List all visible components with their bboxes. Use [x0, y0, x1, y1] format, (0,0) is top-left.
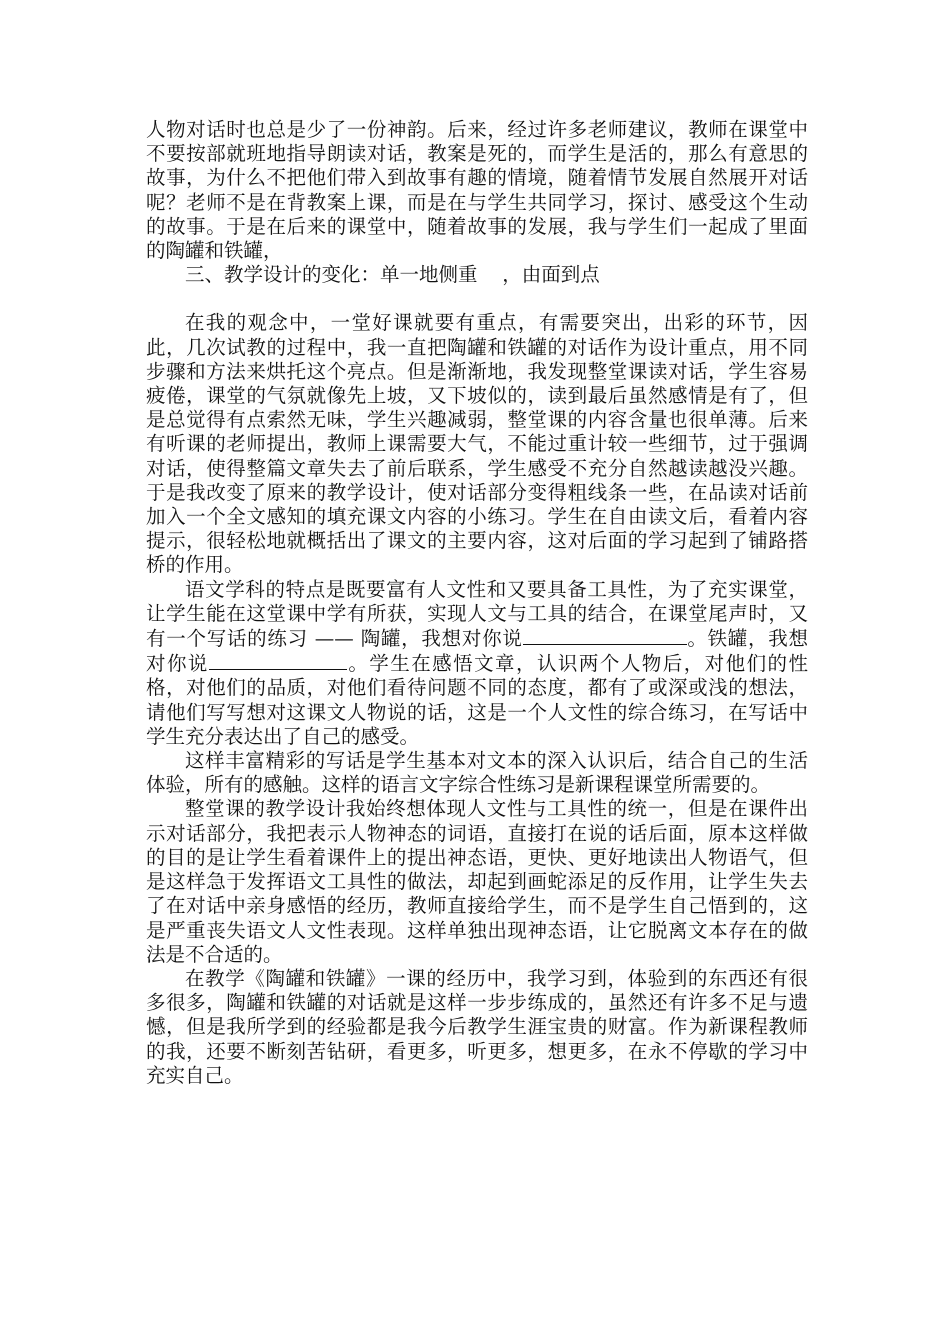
paragraph-continued: 人物对话时也总是少了一份神韵。后来，经过许多老师建议，教师在课堂中不要按部就班地指导朗读对话，教案是死的，而学生是活的，那么有意思的故事，为什么不把他们带入到故事有趣的情境，随着情节发展自然展开对话呢？老师不是在背教案上课，而是在与学生共同学习，探讨、感受这个生动的故事。于是在后来的课堂中，随着故事的发展，我与学生们一起成了里面的陶罐和铁罐， — [146, 118, 808, 263]
paragraph-1: 在我的观念中，一堂好课就要有重点，有需要突出，出彩的环节，因此，几次试教的过程中，我一直把陶罐和铁罐的对话作为设计重点，用不同步骤和方法来烘托这个亮点。但是渐渐地，我发现整堂课读对话，学生容易疲倦，课堂的气氛就像先上坡，又下坡似的，读到最后虽然感情是有了，但是总觉得有点索然无味，学生兴趣减弱，整堂课的内容含量也很单薄。后来有听课的老师提出，教师上课需要大气，不能过重计较一些细节，过于强调对话，使得整篇文章失去了前后联系，学生感受不充分自然越读越没兴趣。于是我改变了原来的教学设计，使对话部分变得粗线条一些，在品读对话前加入一个全文感知的填充课文内容的小练习。学生在自由读文后，看着内容提示，很轻松地就概括出了课文的主要内容，这对后面的学习起到了铺路搭桥的作用。 — [146, 311, 808, 577]
section-heading-3: 三、教学设计的变化：单一地侧重 ，由面到点 — [185, 263, 600, 287]
fill-blank-line — [523, 626, 653, 645]
paragraph-3: 这样丰富精彩的写话是学生基本对文本的深入认识后，结合自己的生活体验，所有的感触。这样的语言文字综合性练习是新课程课堂所需要的。 — [146, 749, 808, 797]
paragraph-5: 在教学《陶罐和铁罐》一课的经历中，我学习到，体验到的东西还有很多很多，陶罐和铁罐的对话就是这样一步步练成的，虽然还有许多不足与遗憾，但是我所学到的经验都是我今后教学生涯宝贵的财富。作为新课程教师的我，还要不断刻苦钻研，看更多，听更多，想更多，在永不停歇的学习中充实自己。 — [146, 966, 808, 1087]
paragraph-2 — [146, 578, 808, 749]
fill-blank-line — [653, 626, 687, 645]
fill-blank-line — [209, 651, 347, 670]
paragraph-2-text-c: 。学生在感悟文章，认识两个人物后，对他们的性格，对他们的品质，对他们看待问题不同的态度，都有了或深或浅的想法，请他们写写想对这课文人物说的话，这是一个人文性的综合练习，在写话中学生充分表达出了自己的感受。 — [146, 652, 808, 748]
blank-line — [146, 287, 808, 311]
paragraph-2-text-b: 。铁罐，我想对你说 — [146, 627, 808, 676]
paragraph-4: 整堂课的教学设计我始终想体现人文性与工具性的统一，但是在课件出示对话部分，我把表示人物神态的词语，直接打在说的话后面，原本这样做的目的是让学生看着课件上的提出神态语，更快、更好地读出人物语气，但是这样急于发挥语文工具性的做法，却起到画蛇添足的反作用，让学生失去了在对话中亲身感悟的经历，教师直接给学生，而不是学生自己悟到的，这是严重丧失语文人文性表现。这样单独出现神态语，让它脱离文本存在的做法是不合适的。 — [146, 797, 808, 966]
paragraph-2-text-a: 语文学科的特点是既要富有人文性和又要具备工具性，为了充实课堂，让学生能在这堂课中学有所获，实现人文与工具的结合，在课堂尾声时，又有一个写话的练习 —— 陶罐，我想对你说 — [146, 577, 808, 651]
document-page — [146, 118, 808, 1088]
